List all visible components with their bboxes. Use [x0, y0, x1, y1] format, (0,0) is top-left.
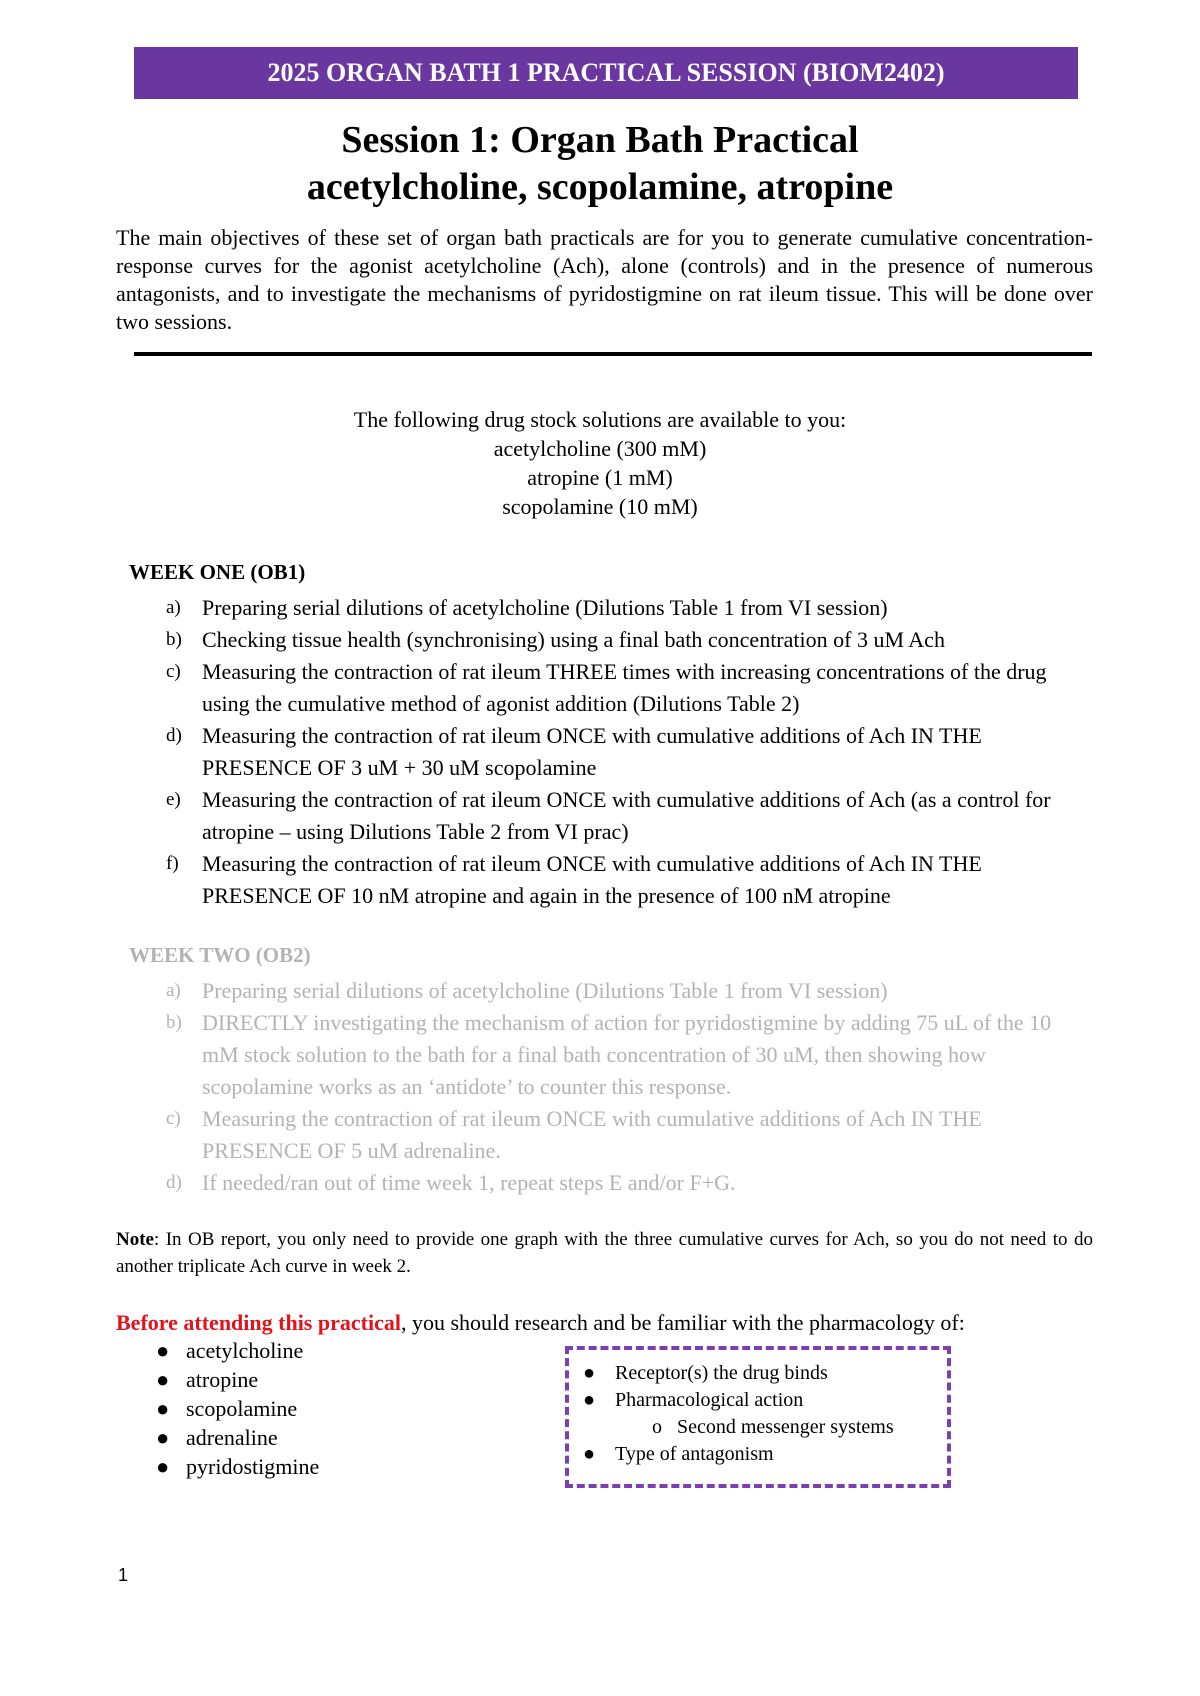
list-item: [166, 848, 1093, 912]
note-paragraph: [116, 1226, 1093, 1280]
research-item: Type of antagonism: [615, 1443, 774, 1465]
before-text: , you should research and be familiar with the pharmacology of:: [400, 1310, 965, 1335]
research-item: Second messenger systems: [677, 1416, 894, 1438]
list-item: [166, 1103, 1093, 1167]
page-subtitle: acetylcholine, scopolamine, atropine: [306, 166, 894, 208]
list-letter: e): [166, 789, 181, 810]
stock-heading: The following drug stock solutions are available to you:: [353, 407, 847, 432]
list-item: [166, 1167, 1093, 1199]
note-text: : In OB report, you only need to provide one graph with the three cumulative curves for Ach, so you do not need to do another triplicate Ach curve in week 2.: [116, 1229, 1093, 1277]
list-item: [150, 1365, 319, 1394]
list-item: [579, 1414, 894, 1441]
research-box: [565, 1346, 951, 1488]
week-one-list: [166, 592, 1093, 912]
bullet-icon: ●: [156, 1367, 170, 1392]
header-banner: 2025 ORGAN BATH 1 PRACTICAL SESSION (BIOM2402): [134, 47, 1078, 99]
drug-list: [150, 1336, 319, 1481]
bullet-icon: ●: [583, 1389, 596, 1411]
research-list: [579, 1360, 894, 1468]
list-letter: c): [166, 1108, 181, 1129]
list-letter: b): [166, 1012, 182, 1033]
week-two-heading: WEEK TWO (OB2): [129, 943, 311, 967]
list-text: Measuring the contraction of rat ileum ONCE with cumulative additions of Ach IN THE PRESENCE OF 10 nM atropine and again in the presence of 100 nM atropine: [202, 851, 982, 908]
list-text: If needed/ran out of time week 1, repeat steps E and/or F+G.: [202, 1170, 736, 1195]
list-text: Checking tissue health (synchronising) using a final bath concentration of 3 uM Ach: [202, 627, 945, 652]
stock-solutions: [0, 405, 1200, 521]
research-item: Pharmacological action: [615, 1389, 804, 1411]
list-text: Measuring the contraction of rat ileum ONCE with cumulative additions of Ach IN THE PRESENCE OF 5 uM adrenaline.: [202, 1106, 982, 1163]
page-number: 1: [118, 1565, 129, 1585]
list-letter: b): [166, 629, 182, 650]
note-label: Note: [116, 1229, 154, 1250]
before-highlight: Before attending this practical: [116, 1310, 401, 1335]
list-item: [166, 656, 1093, 720]
list-letter: a): [166, 597, 181, 618]
list-item: [579, 1387, 894, 1414]
bullet-icon: ●: [156, 1396, 170, 1421]
drug-name: scopolamine: [186, 1396, 298, 1421]
list-text: Measuring the contraction of rat ileum THREE times with increasing concentrations of the drug using the cumulative method of agonist addition (Dilutions Table 2): [202, 659, 1047, 716]
horizontal-rule: [134, 352, 1092, 356]
list-text: Measuring the contraction of rat ileum ONCE with cumulative additions of Ach IN THE PRESENCE OF 3 uM + 30 uM scopolamine: [202, 723, 982, 780]
list-item: [166, 975, 1093, 1007]
stock-item: scopolamine (10 mM): [502, 494, 698, 519]
list-item: [150, 1452, 319, 1481]
list-item: [579, 1441, 894, 1468]
research-item: Receptor(s) the drug binds: [615, 1362, 828, 1384]
bullet-icon: ●: [156, 1338, 170, 1363]
bullet-icon: ●: [583, 1443, 596, 1465]
stock-item: acetylcholine (300 mM): [493, 436, 707, 461]
list-text: Preparing serial dilutions of acetylcholine (Dilutions Table 1 from VI session): [202, 978, 888, 1003]
before-attending: [116, 1310, 1093, 1336]
list-item: [150, 1394, 319, 1423]
list-item: [166, 592, 1093, 624]
circle-bullet-icon: o: [652, 1416, 662, 1438]
list-text: Measuring the contraction of rat ileum ONCE with cumulative additions of Ach (as a control for atropine – using Dilutions Table 2 from VI prac): [202, 787, 1051, 844]
list-text: Preparing serial dilutions of acetylcholine (Dilutions Table 1 from VI session): [202, 595, 888, 620]
bullet-icon: ●: [156, 1454, 170, 1479]
stock-item: atropine (1 mM): [527, 465, 673, 490]
drug-name: adrenaline: [186, 1425, 278, 1450]
list-letter: c): [166, 661, 181, 682]
bullet-icon: ●: [583, 1362, 596, 1384]
list-item: [166, 720, 1093, 784]
drug-name: atropine: [186, 1367, 259, 1392]
list-item: [579, 1360, 894, 1387]
list-letter: d): [166, 1172, 182, 1193]
page-title: Session 1: Organ Bath Practical: [341, 119, 859, 161]
list-item: [150, 1336, 319, 1365]
list-letter: a): [166, 980, 181, 1001]
drug-name: pyridostigmine: [186, 1454, 320, 1479]
intro-paragraph: The main objectives of these set of organ bath practicals are for you to generate cumulative concentration-response curves for the agonist acetylcholine (Ach), alone (controls) and in the presence of numerous antagonists, and to investigate the mechanisms of pyridostigmine on rat ileum tissue. This will be done over two sessions.: [116, 225, 1093, 334]
list-item: [166, 1007, 1093, 1103]
list-item: [150, 1423, 319, 1452]
list-item: [166, 784, 1093, 848]
week-one-heading: WEEK ONE (OB1): [129, 560, 306, 584]
week-two-list: [166, 975, 1093, 1199]
drug-name: acetylcholine: [186, 1338, 304, 1363]
list-letter: d): [166, 725, 182, 746]
bullet-icon: ●: [156, 1425, 170, 1450]
list-item: [166, 624, 1093, 656]
list-text: DIRECTLY investigating the mechanism of action for pyridostigmine by adding 75 uL of the 10 mM stock solution to the bath for a final bath concentration of 30 uM, then showing how scopolamine works as an ‘antidote’ to counter this response.: [202, 1010, 1052, 1099]
list-letter: f): [166, 853, 179, 874]
